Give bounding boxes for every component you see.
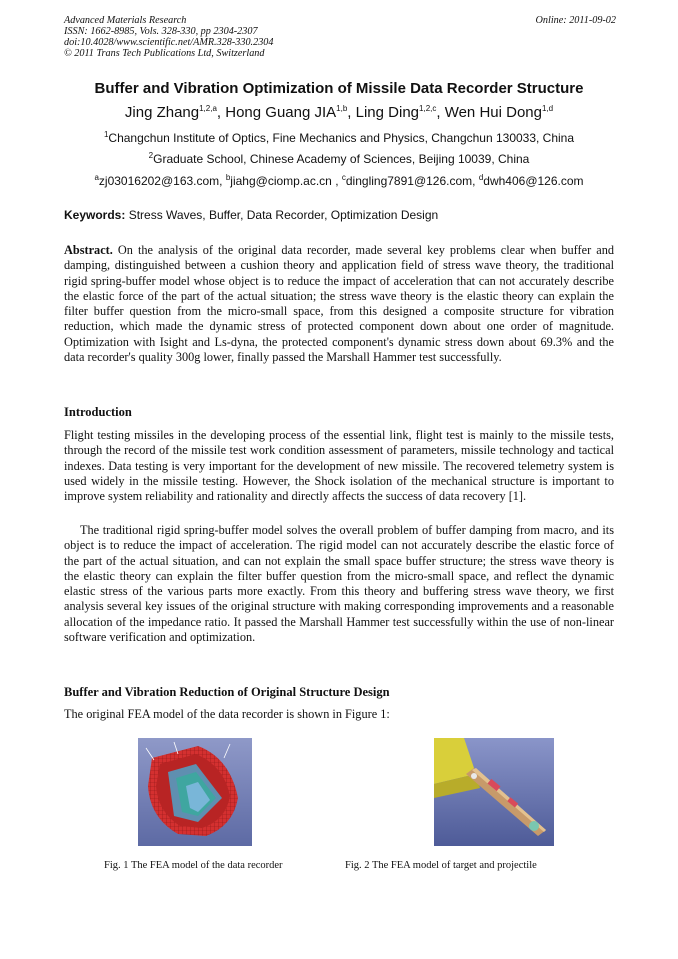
figure-2-image (434, 738, 554, 846)
issn-line: ISSN: 1662-8985, Vols. 328-330, pp 2304-2307 (64, 26, 258, 37)
keywords-label: Keywords: (64, 208, 126, 222)
figure-2-caption: Fig. 2 The FEA model of target and projectile (345, 860, 537, 871)
abstract (64, 243, 614, 365)
keywords (64, 208, 624, 222)
intro-paragraph-2: The traditional rigid spring-buffer model solves the overall problem of buffer damping from macro, and its object is to reduce the impact of acceleration. The rigid model can not accurately describe the elastic force of the part of the actual situation, and can not explain the small space buffer structure; the stress wave theory is the elastic theory can explain the filter buffer question from the micro-small space, and reflect the dynamic elastic stress of the various parts more exactly. From this theory and buffering stress wave theory, we first analysis several key issues of the original structure with making corresponding improvements and a reasonable allocation of the impedance ratio. It passed the Marshall Hammer test successfully within the use of non-linear software verification and optimization. (64, 523, 614, 644)
author-name: Jing Zhang (124, 104, 200, 121)
figure-1-image (138, 738, 252, 846)
running-header (64, 15, 616, 59)
affiliation-1 (40, 131, 638, 145)
fea-projectile-illustration (434, 738, 554, 846)
section2-paragraph: The original FEA model of the data recorder is shown in Figure 1: (64, 707, 390, 721)
email-sup: a (94, 173, 99, 182)
author-list: Jing Zhang$^{1,2,a}$, Hong Guang JIA$^{1,b}$, Ling Ding$^{1,2,c}$, Wen Hui Dong$^{1,d}$ (124, 104, 554, 121)
email-link[interactable]: dingling7891@126.com (345, 174, 473, 188)
author-sup: 1,d (541, 104, 554, 113)
figure-1-caption: Fig. 1 The FEA model of the data recorder (104, 860, 283, 871)
affiliation-sup: 2 (148, 151, 154, 160)
intro-paragraph-1: Flight testing missiles in the developing process of the essential link, flight test is mainly to the missile tests, through the record of the missile test work condition assessment of parameters, missile technology and tactical indexes. Data testing is very important for the development of new missile. The recovered telemetry system is used widely in the missile testing. However, the Shock isolation of the mechanical structure is important to improve system reliability and rationality and directly affects the success of data recovery [1]. (64, 428, 614, 503)
section-heading-introduction: Introduction (64, 405, 132, 419)
fea-recorder-illustration (138, 738, 252, 846)
online-date: Online: 2011-09-02 (535, 15, 616, 26)
affiliation-sup: 1 (103, 130, 109, 139)
doi-line: doi:10.4028/www.scientific.net/AMR.328-330.2304 (64, 37, 274, 48)
email-sup: d (478, 173, 484, 182)
email-sup: c (341, 173, 346, 182)
author-name: Hong Guang JIA (225, 104, 337, 121)
section-heading-buffer: Buffer and Vibration Reduction of Original Structure Design (64, 685, 390, 699)
keywords-text: Stress Waves, Buffer, Data Recorder, Optimization Design (128, 208, 439, 222)
author-name: Wen Hui Dong (444, 104, 542, 121)
email-link[interactable]: jiahg@ciomp.ac.cn (230, 174, 332, 188)
email-link[interactable]: zj03016202@163.com (98, 174, 220, 188)
email-sup: b (225, 173, 231, 182)
email-link[interactable]: dwh406@126.com (483, 174, 584, 188)
author-sup: 1,2,c (419, 104, 437, 113)
affiliation-text: Graduate School, Chinese Academy of Sciences, Beijing 10039, China (153, 152, 530, 166)
author-sup: 1,b (336, 104, 348, 113)
abstract-text: On the analysis of the original data recorder, made several key problems clear when buffer and damping, distinguished between a cushion theory and application field of stress wave theory, the traditional rigid spring-buffer model whose object is to reduce the impact of acceleration that can not accurately describe the elastic force of the part of the actual situation; the stress wave theory is the elastic theory can explain the filter buffer question from the micro-small space, from this designed a composite structure for vibration reduction, which made the dynamic stress of protected component down about one order of magnitude. Optimization with Isight and Ls-dyna, the protected component's dynamic stress down about 69.3% and the data recorder's quality 300g lower, finally passed the Marshall Hammer test successfully. (64, 243, 615, 364)
abstract-label: Abstract. (64, 243, 113, 257)
copyright-line: © 2011 Trans Tech Publications Ltd, Switzerland (64, 48, 265, 59)
affiliation-2 (40, 152, 638, 166)
affiliation-text: Changchun Institute of Optics, Fine Mechanics and Physics, Changchun 130033, China (108, 131, 575, 145)
journal-name: Advanced Materials Research (64, 15, 187, 26)
email-list: $^a$zj03016202@163.com, $^b$jiahg@ciomp.ac.cn , $^c$dingling7891@126.com, $^d$dwh406@126.com (94, 173, 584, 188)
author-sup: 1,2,a (199, 104, 217, 113)
author-name: Ling Ding (355, 104, 420, 121)
paper-title: Buffer and Vibration Optimization of Missile Data Recorder Structure (94, 80, 584, 97)
